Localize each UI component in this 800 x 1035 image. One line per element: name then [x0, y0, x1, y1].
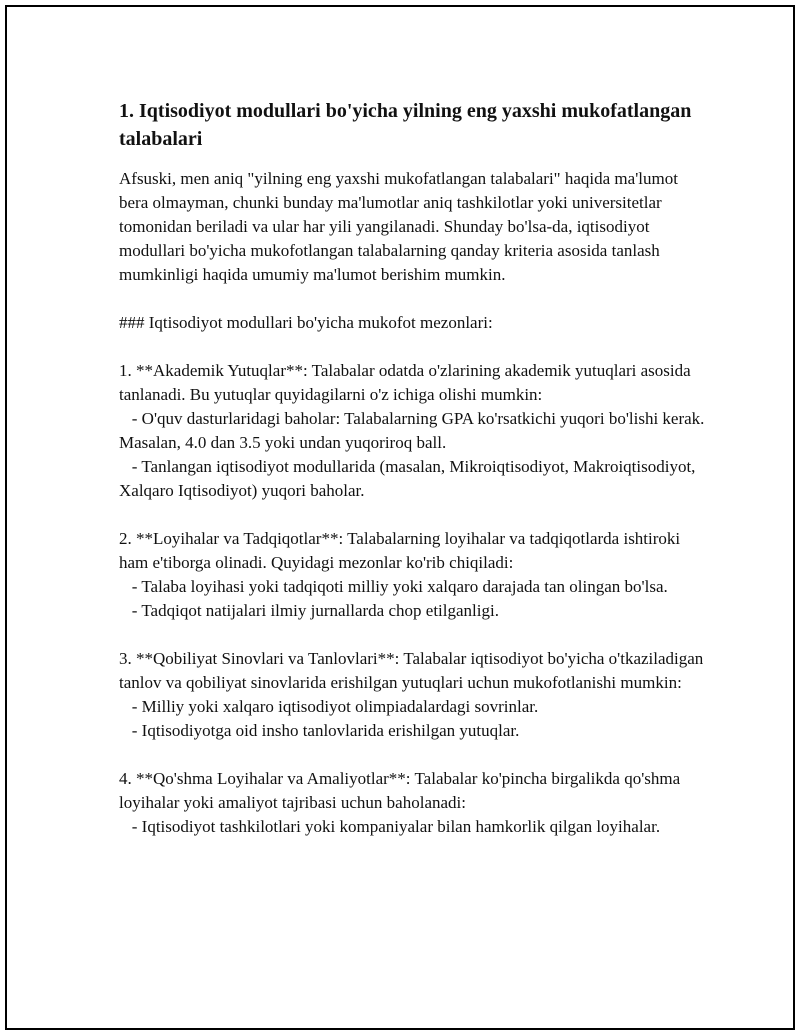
document-title: 1. Iqtisodiyot modullari bo'yicha yilning eng yaxshi mukofatlangan talabalari: [119, 100, 692, 150]
criteria-item-3: 3. **Qobiliyat Sinovlari va Tanlovlari**: Talabalar iqtisodiyot bo'yicha o'tkaziladigan tanlov va qobiliyat sinovlarida erishilgan yutuqlari uchun mukofotlanishi mumkin: - Milliy yoki xalqaro iqtisodiyot olimpiadalardagi sovrinlar. - Iqtisodiyotga oid insho tanlovlarida erishilgan yutuqlar.: [119, 649, 704, 740]
spacer: [119, 287, 709, 311]
intro-paragraph: Afsuski, men aniq "yilning eng yaxshi mukofatlangan talabalari" haqida ma'lumot bera olmayman, chunki bunday ma'lumotlar aniq tashkilotlar yoki universitetlar tomonidan beriladi va ular har yili yangilanadi. Shunday bo'lsa-da, iqtisodiyot modullari bo'yicha mukofotlangan talabalarning qanday kriteria asosida tanlash mumkinligi haqida umumiy ma'lumot berishim mumkin.: [119, 169, 678, 284]
spacer: [119, 623, 709, 647]
spacer: [119, 335, 709, 359]
spacer: [119, 743, 709, 767]
document-content: [119, 97, 709, 839]
criteria-item-2: 2. **Loyihalar va Tadqiqotlar**: Talabalarning loyihalar va tadqiqotlarda ishtiroki ham e'tiborga olinadi. Quyidagi mezonlar ko'rib chiqiladi: - Talaba loyihasi yoki tadqiqoti milliy yoki xalqaro darajada tan olingan bo'lsa. - Tadqiqot natijalari ilmiy jurnallarda chop etilganligi.: [119, 529, 681, 620]
document-page: [5, 5, 795, 1030]
section-heading: ### Iqtisodiyot modullari bo'yicha mukofot mezonlari:: [119, 313, 493, 332]
criteria-item-1: 1. **Akademik Yutuqlar**: Talabalar odatda o'zlarining akademik yutuqlari asosida tanlanadi. Bu yutuqlar quyidagilarni o'z ichiga olishi mumkin: - O'quv dasturlaridagi baholar: Talabalarning GPA ko'rsatkichi yuqori bo'lishi kerak. Masalan, 4.0 dan 3.5 yoki undan yuqoriroq ball. - Tanlangan iqtisodiyot modullarida (masalan, Mikroiqtisodiyot, Makroiqtisodiyot, Xalqaro Iqtisodiyot) yuqori baholar.: [119, 361, 705, 500]
spacer: [119, 503, 709, 527]
criteria-item-4: 4. **Qo'shma Loyihalar va Amaliyotlar**: Talabalar ko'pincha birgalikda qo'shma loyihalar yoki amaliyot tajribasi uchun baholanadi: - Iqtisodiyot tashkilotlari yoki kompaniyalar bilan hamkorlik qilgan loyihalar.: [119, 769, 681, 836]
